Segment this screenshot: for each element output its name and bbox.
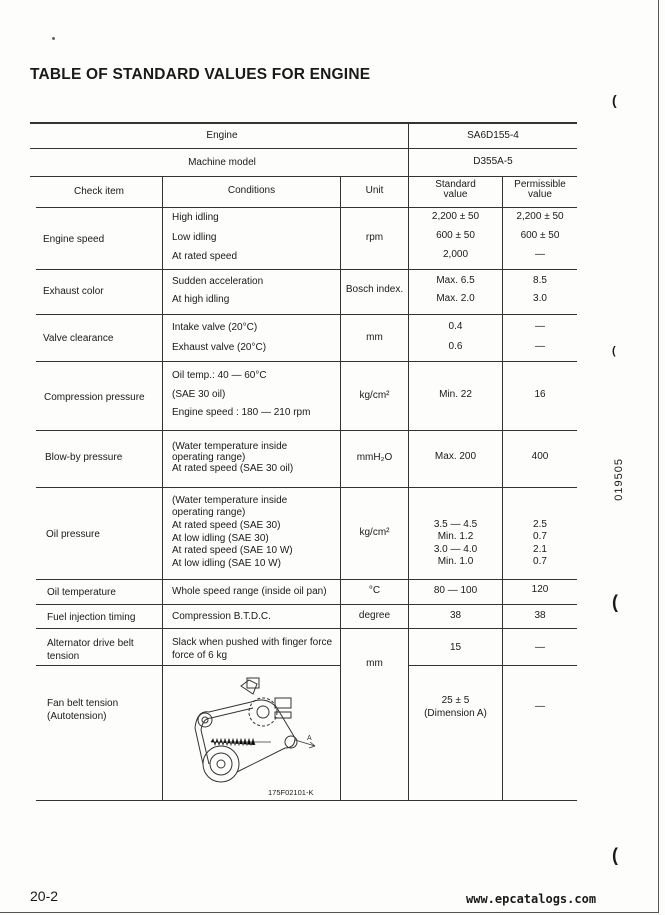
permissible-value: 3.0 [533, 293, 547, 304]
unit: degree [358, 610, 391, 621]
condition: Whole speed range (inside oil pan) [172, 586, 327, 597]
permissible-value: — [535, 701, 545, 712]
condition: At low idling (SAE 30) [172, 533, 269, 544]
col-rule [502, 665, 503, 800]
check-item: Valve clearance [43, 333, 114, 344]
binding-mark: ( [612, 845, 618, 865]
model-label: Machine model [188, 157, 256, 168]
permissible-value: — [535, 249, 545, 260]
standard-value: Max. 200 [434, 451, 477, 462]
condition: Sudden acceleration [172, 276, 264, 287]
check-item: Fan belt tension [47, 698, 119, 709]
check-item: Blow-by pressure [45, 452, 123, 463]
condition: Engine speed : 180 — 210 rpm [172, 407, 311, 418]
permissible-value: 120 [531, 584, 549, 595]
standard-value: 15 [449, 642, 462, 653]
rule [409, 665, 577, 666]
permissible-value: 16 [534, 389, 546, 400]
engine-label: Engine [206, 130, 238, 141]
unit: mm [366, 658, 383, 669]
website-link[interactable]: www.epcatalogs.com [466, 892, 597, 906]
rule [36, 665, 341, 666]
standard-value: 25 ± 5 [441, 695, 470, 706]
fan-belt-diagram [175, 668, 325, 786]
standard-value: Max. 2.0 [436, 293, 475, 304]
engine-value: SA6D155-4 [467, 130, 519, 141]
binding-mark: ( [612, 92, 617, 108]
page-number: 20-2 [30, 888, 59, 904]
check-item: Oil pressure [46, 529, 100, 540]
condition: At rated speed [172, 251, 238, 262]
condition: operating range) [172, 452, 246, 463]
condition: Compression B.T.D.C. [172, 611, 271, 622]
permissible-value: 38 [534, 610, 546, 621]
standard-value: 2,200 ± 50 [431, 211, 480, 222]
standard-value: Max. 6.5 [436, 275, 475, 286]
condition: Oil temp.: 40 — 60°C [172, 370, 267, 381]
standard-value: 3.5 — 4.5 [433, 519, 478, 530]
col-standard: value [443, 189, 468, 200]
standard-value: 0.6 [448, 341, 463, 352]
binding-mark: ( [612, 592, 618, 612]
check-item: Oil temperature [47, 587, 116, 598]
permissible-value: 2.5 [533, 519, 547, 530]
check-item: Engine speed [43, 234, 105, 245]
condition: force of 6 kg [172, 650, 228, 661]
standard-value: 80 — 100 [433, 585, 478, 596]
check-item: Compression pressure [44, 392, 145, 403]
standard-value: 38 [449, 610, 462, 621]
standard-value: Min. 1.2 [437, 531, 474, 542]
col-standard: Standard [435, 179, 476, 190]
condition: At rated speed (SAE 10 W) [172, 545, 293, 556]
standard-value: 600 ± 50 [436, 230, 475, 241]
col-check-item: Check item [73, 186, 124, 197]
check-item: tension [47, 651, 80, 662]
condition: Slack when pushed with finger force [172, 637, 333, 648]
permissible-value: 0.7 [533, 556, 547, 567]
standard-value: Min. 1.0 [437, 556, 474, 567]
rule [36, 269, 577, 270]
unit: mm [366, 332, 383, 343]
rule [36, 604, 577, 605]
rule-top [30, 122, 577, 124]
rule-bottom [36, 800, 577, 801]
condition: High idling [172, 212, 219, 223]
col-rule [162, 176, 163, 800]
condition: Intake valve (20°C) [172, 322, 258, 333]
standard-value: 3.0 — 4.0 [433, 544, 478, 555]
check-item: Alternator drive belt [47, 638, 134, 649]
permissible-value: 2,200 ± 50 [516, 211, 564, 222]
standard-value: 2,000 [442, 249, 469, 260]
col-permissible: Permissible [514, 179, 566, 190]
standard-value: Min. 22 [439, 389, 472, 400]
condition: (Water temperature inside [172, 495, 288, 506]
page-title: TABLE OF STANDARD VALUES FOR ENGINE [30, 66, 371, 83]
unit: kg/cm² [359, 390, 390, 401]
check-item: (Autotension) [47, 711, 107, 722]
permissible-value: 2.1 [533, 544, 547, 555]
permissible-value: 600 ± 50 [520, 230, 560, 241]
standard-value: (Dimension A) [424, 708, 487, 719]
rule [36, 628, 577, 629]
col-unit: Unit [365, 185, 384, 196]
condition: At low idling (SAE 10 W) [172, 558, 281, 569]
figure-code: 175F02101-K [268, 788, 314, 797]
unit: °C [368, 585, 381, 596]
condition: At rated speed (SAE 30) [172, 520, 281, 531]
permissible-value: — [535, 642, 545, 653]
permissible-value: 0.7 [533, 531, 547, 542]
svg-text:A: A [307, 735, 312, 742]
rule [36, 207, 577, 208]
unit: kg/cm² [359, 527, 390, 538]
unit: rpm [365, 232, 384, 243]
check-item: Exhaust color [43, 286, 104, 297]
condition: At high idling [172, 294, 230, 305]
scan-dot [52, 37, 55, 40]
condition: At rated speed (SAE 30 oil) [172, 463, 294, 474]
check-item: Fuel injection timing [47, 612, 136, 623]
col-permissible: value [528, 189, 552, 200]
permissible-value: 400 [531, 451, 549, 462]
unit: Bosch index. [345, 284, 404, 295]
permissible-value: — [535, 341, 545, 352]
binding-mark: ( [612, 345, 616, 357]
rule [36, 361, 577, 362]
unit: mmH₂O [356, 452, 393, 463]
condition: (Water temperature inside [172, 441, 288, 452]
model-value: D355A-5 [473, 156, 513, 167]
col-rule [340, 176, 341, 800]
condition: (SAE 30 oil) [172, 389, 226, 400]
standard-value: 0.4 [448, 321, 463, 332]
rule [36, 487, 577, 488]
condition: Low idling [172, 232, 217, 243]
permissible-value: 8.5 [533, 275, 547, 286]
permissible-value: — [535, 321, 545, 332]
rule [30, 176, 577, 177]
rule [36, 430, 577, 431]
rule [30, 148, 577, 149]
col-conditions: Conditions [227, 185, 276, 196]
condition: Exhaust valve (20°C) [172, 342, 267, 353]
rule [36, 314, 577, 315]
side-code: 019505 [613, 458, 625, 501]
condition: operating range) [172, 507, 246, 518]
rule [36, 579, 577, 580]
